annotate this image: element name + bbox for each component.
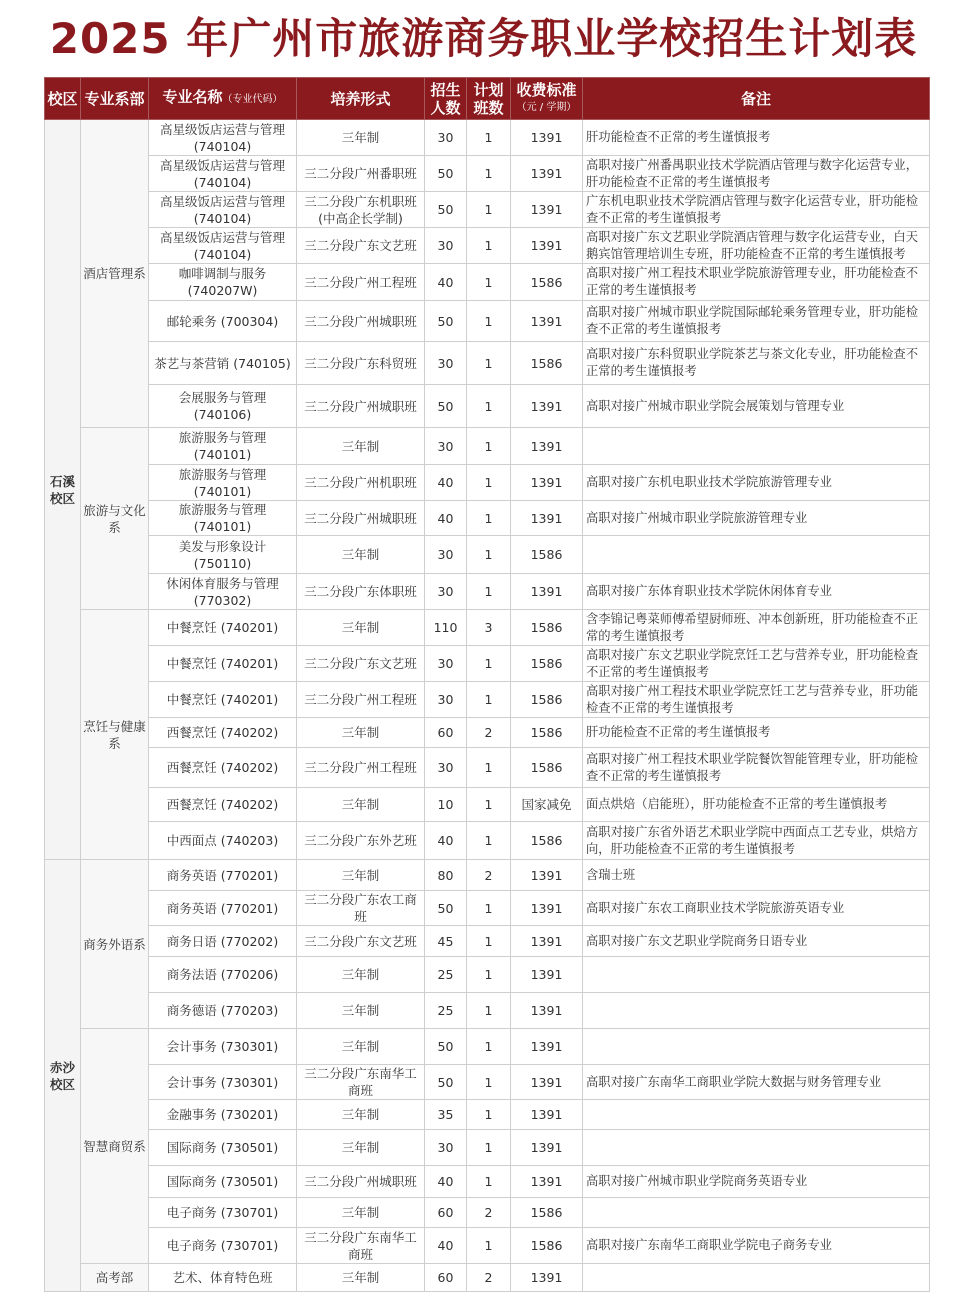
class-count-cell: 1 bbox=[467, 957, 511, 993]
fee-cell: 1586 bbox=[511, 682, 583, 718]
table-row bbox=[45, 385, 930, 428]
table-row bbox=[45, 718, 930, 748]
fee-cell: 1391 bbox=[511, 385, 583, 428]
class-count-cell: 1 bbox=[467, 788, 511, 822]
note-cell bbox=[583, 993, 930, 1029]
fee-cell: 国家减免 bbox=[511, 788, 583, 822]
fee-cell: 1391 bbox=[511, 465, 583, 501]
major-cell: 艺术、体育特色班 bbox=[149, 1264, 297, 1292]
enroll-count-cell: 50 bbox=[425, 156, 467, 192]
note-cell: 高职对接广东机电职业技术学院旅游管理专业 bbox=[583, 465, 930, 501]
note-cell: 高职对接广州城市职业学院商务英语专业 bbox=[583, 1166, 930, 1198]
form-cell: 三二分段广东科贸班 bbox=[297, 342, 425, 385]
form-cell: 三年制 bbox=[297, 1198, 425, 1228]
form-cell: 三年制 bbox=[297, 1029, 425, 1065]
class-count-cell: 1 bbox=[467, 536, 511, 574]
enroll-count-cell: 50 bbox=[425, 192, 467, 228]
enroll-count-cell: 30 bbox=[425, 682, 467, 718]
enroll-count-cell: 40 bbox=[425, 501, 467, 536]
form-cell: 三二分段广州工程班 bbox=[297, 748, 425, 788]
enroll-count-cell: 30 bbox=[425, 228, 467, 264]
enroll-count-cell: 30 bbox=[425, 428, 467, 465]
class-count-cell: 1 bbox=[467, 192, 511, 228]
enroll-count-cell: 60 bbox=[425, 718, 467, 748]
form-cell: 三二分段广东文艺班 bbox=[297, 228, 425, 264]
table-row bbox=[45, 1198, 930, 1228]
class-count-cell: 1 bbox=[467, 120, 511, 156]
table-row bbox=[45, 501, 930, 536]
class-count-cell: 1 bbox=[467, 301, 511, 342]
form-cell: 三年制 bbox=[297, 1264, 425, 1292]
major-cell: 旅游服务与管理 (740101) bbox=[149, 501, 297, 536]
fee-cell: 1391 bbox=[511, 957, 583, 993]
note-cell: 高职对接广东农工商职业技术学院旅游英语专业 bbox=[583, 891, 930, 926]
table-row bbox=[45, 891, 930, 926]
table-row bbox=[45, 822, 930, 860]
major-cell: 金融事务 (730201) bbox=[149, 1100, 297, 1130]
table-row bbox=[45, 1264, 930, 1292]
fee-cell: 1586 bbox=[511, 1228, 583, 1264]
department-cell: 高考部 bbox=[81, 1264, 149, 1292]
class-count-cell: 2 bbox=[467, 860, 511, 891]
fee-cell: 1391 bbox=[511, 1029, 583, 1065]
form-cell: 三二分段广东南华工商班 bbox=[297, 1228, 425, 1264]
fee-cell: 1586 bbox=[511, 822, 583, 860]
note-cell: 肝功能检查不正常的考生谨慎报考 bbox=[583, 718, 930, 748]
major-cell: 中西面点 (740203) bbox=[149, 822, 297, 860]
class-count-cell: 1 bbox=[467, 501, 511, 536]
major-cell: 高星级饭店运营与管理(740104) bbox=[149, 192, 297, 228]
fee-cell: 1391 bbox=[511, 926, 583, 957]
note-cell: 高职对接广东文艺职业学院酒店管理与数字化运营专业，白天鹅宾馆管理培训生专班，肝功能检查不正常的考生谨慎报考 bbox=[583, 228, 930, 264]
major-cell: 中餐烹饪 (740201) bbox=[149, 646, 297, 682]
note-cell bbox=[583, 536, 930, 574]
note-cell: 高职对接广州城市职业学院旅游管理专业 bbox=[583, 501, 930, 536]
note-cell bbox=[583, 1029, 930, 1065]
table-row bbox=[45, 1100, 930, 1130]
major-cell: 茶艺与茶营销 (740105) bbox=[149, 342, 297, 385]
major-cell: 旅游服务与管理 (740101) bbox=[149, 428, 297, 465]
enroll-count-cell: 30 bbox=[425, 342, 467, 385]
fee-cell: 1391 bbox=[511, 120, 583, 156]
note-cell: 高职对接广东省外语艺术职业学院中西面点工艺专业，烘焙方向，肝功能检查不正常的考生谨慎报考 bbox=[583, 822, 930, 860]
class-count-cell: 2 bbox=[467, 1198, 511, 1228]
enroll-count-cell: 30 bbox=[425, 1130, 467, 1166]
table-row bbox=[45, 1065, 930, 1100]
table-row bbox=[45, 465, 930, 501]
table-row bbox=[45, 788, 930, 822]
table-row bbox=[45, 536, 930, 574]
note-cell: 高职对接广州工程技术职业学院旅游管理专业，肝功能检查不正常的考生谨慎报考 bbox=[583, 264, 930, 301]
form-cell: 三年制 bbox=[297, 718, 425, 748]
fee-cell: 1391 bbox=[511, 574, 583, 610]
form-cell: 三年制 bbox=[297, 993, 425, 1029]
class-count-cell: 1 bbox=[467, 574, 511, 610]
table-row bbox=[45, 264, 930, 301]
form-cell: 三二分段广州城职班 bbox=[297, 301, 425, 342]
table-row bbox=[45, 1029, 930, 1065]
major-cell: 西餐烹饪 (740202) bbox=[149, 788, 297, 822]
enroll-count-cell: 80 bbox=[425, 860, 467, 891]
note-cell: 高职对接广东文艺职业学院烹饪工艺与营养专业，肝功能检查不正常的考生谨慎报考 bbox=[583, 646, 930, 682]
class-count-cell: 1 bbox=[467, 926, 511, 957]
class-count-cell: 1 bbox=[467, 1065, 511, 1100]
note-cell bbox=[583, 1100, 930, 1130]
table-row bbox=[45, 860, 930, 891]
enroll-count-cell: 50 bbox=[425, 891, 467, 926]
form-cell: 三二分段广州工程班 bbox=[297, 264, 425, 301]
form-cell: 三二分段广州城职班 bbox=[297, 1166, 425, 1198]
major-cell: 高星级饭店运营与管理(740104) bbox=[149, 156, 297, 192]
form-cell: 三二分段广东体职班 bbox=[297, 574, 425, 610]
fee-cell: 1391 bbox=[511, 428, 583, 465]
fee-cell: 1391 bbox=[511, 192, 583, 228]
form-cell: 三二分段广州城职班 bbox=[297, 385, 425, 428]
enroll-count-cell: 35 bbox=[425, 1100, 467, 1130]
class-count-cell: 1 bbox=[467, 1228, 511, 1264]
note-cell: 高职对接广州番禺职业技术学院酒店管理与数字化运营专业，肝功能检查不正常的考生谨慎报考 bbox=[583, 156, 930, 192]
fee-cell: 1586 bbox=[511, 610, 583, 646]
table-row bbox=[45, 1228, 930, 1264]
fee-cell: 1391 bbox=[511, 228, 583, 264]
enroll-count-cell: 40 bbox=[425, 264, 467, 301]
major-cell: 高星级饭店运营与管理(740104) bbox=[149, 120, 297, 156]
class-count-cell: 1 bbox=[467, 342, 511, 385]
note-cell: 含瑞士班 bbox=[583, 860, 930, 891]
fee-cell: 1391 bbox=[511, 1065, 583, 1100]
major-cell: 中餐烹饪 (740201) bbox=[149, 682, 297, 718]
class-count-cell: 1 bbox=[467, 1130, 511, 1166]
campus-cell: 赤沙校区 bbox=[45, 860, 81, 1292]
table-row bbox=[45, 748, 930, 788]
fee-cell: 1391 bbox=[511, 1100, 583, 1130]
table-row bbox=[45, 192, 930, 228]
enroll-count-cell: 30 bbox=[425, 536, 467, 574]
header-dept: 专业系部 bbox=[81, 78, 149, 120]
form-cell: 三二分段广州城职班 bbox=[297, 501, 425, 536]
table-row bbox=[45, 646, 930, 682]
class-count-cell: 1 bbox=[467, 465, 511, 501]
table-row bbox=[45, 342, 930, 385]
table-row bbox=[45, 610, 930, 646]
enroll-count-cell: 40 bbox=[425, 465, 467, 501]
major-cell: 旅游服务与管理 (740101) bbox=[149, 465, 297, 501]
table-row bbox=[45, 574, 930, 610]
table-row bbox=[45, 1166, 930, 1198]
class-count-cell: 1 bbox=[467, 993, 511, 1029]
major-cell: 会计事务 (730301) bbox=[149, 1065, 297, 1100]
note-cell: 高职对接广东南华工商职业学院大数据与财务管理专业 bbox=[583, 1065, 930, 1100]
class-count-cell: 1 bbox=[467, 385, 511, 428]
major-cell: 咖啡调制与服务(740207W) bbox=[149, 264, 297, 301]
enroll-count-cell: 50 bbox=[425, 1065, 467, 1100]
note-cell bbox=[583, 957, 930, 993]
enroll-count-cell: 25 bbox=[425, 957, 467, 993]
header-major: 专业名称（专业代码） bbox=[149, 78, 297, 120]
table-row bbox=[45, 1130, 930, 1166]
header-campus: 校区 bbox=[45, 78, 81, 120]
note-cell: 广东机电职业技术学院酒店管理与数字化运营专业，肝功能检查不正常的考生谨慎报考 bbox=[583, 192, 930, 228]
form-cell: 三二分段广东文艺班 bbox=[297, 646, 425, 682]
form-cell: 三年制 bbox=[297, 120, 425, 156]
table-row bbox=[45, 428, 930, 465]
fee-cell: 1391 bbox=[511, 1166, 583, 1198]
form-cell: 三二分段广东外艺班 bbox=[297, 822, 425, 860]
table-row bbox=[45, 993, 930, 1029]
major-cell: 邮轮乘务 (700304) bbox=[149, 301, 297, 342]
major-cell: 会计事务 (730301) bbox=[149, 1029, 297, 1065]
table-row bbox=[45, 926, 930, 957]
class-count-cell: 1 bbox=[467, 646, 511, 682]
department-cell: 烹饪与健康系 bbox=[81, 610, 149, 860]
enroll-count-cell: 40 bbox=[425, 1228, 467, 1264]
major-cell: 国际商务 (730501) bbox=[149, 1130, 297, 1166]
form-cell: 三年制 bbox=[297, 788, 425, 822]
note-cell bbox=[583, 428, 930, 465]
table-row bbox=[45, 957, 930, 993]
fee-cell: 1391 bbox=[511, 1264, 583, 1292]
note-cell: 高职对接广东南华工商职业学院电子商务专业 bbox=[583, 1228, 930, 1264]
class-count-cell: 1 bbox=[467, 428, 511, 465]
campus-cell: 石溪校区 bbox=[45, 120, 81, 860]
class-count-cell: 2 bbox=[467, 718, 511, 748]
enroll-count-cell: 50 bbox=[425, 1029, 467, 1065]
class-count-cell: 1 bbox=[467, 1100, 511, 1130]
major-cell: 商务英语 (770201) bbox=[149, 891, 297, 926]
fee-cell: 1391 bbox=[511, 993, 583, 1029]
form-cell: 三年制 bbox=[297, 860, 425, 891]
enroll-count-cell: 30 bbox=[425, 574, 467, 610]
enroll-count-cell: 60 bbox=[425, 1198, 467, 1228]
major-cell: 电子商务 (730701) bbox=[149, 1198, 297, 1228]
note-cell: 高职对接广州城市职业学院会展策划与管理专业 bbox=[583, 385, 930, 428]
note-cell: 高职对接广州工程技术职业学院餐饮智能管理专业，肝功能检查不正常的考生谨慎报考 bbox=[583, 748, 930, 788]
note-cell: 高职对接广东文艺职业学院商务日语专业 bbox=[583, 926, 930, 957]
form-cell: 三二分段广东机职班(中高企长学制) bbox=[297, 192, 425, 228]
note-cell bbox=[583, 1130, 930, 1166]
header-fee: 收费标准 （元 / 学期） bbox=[511, 78, 583, 120]
major-cell: 国际商务 (730501) bbox=[149, 1166, 297, 1198]
major-cell: 会展服务与管理 (740106) bbox=[149, 385, 297, 428]
form-cell: 三年制 bbox=[297, 957, 425, 993]
header-enroll: 招生人数 bbox=[425, 78, 467, 120]
note-cell: 高职对接广州城市职业学院国际邮轮乘务管理专业，肝功能检查不正常的考生谨慎报考 bbox=[583, 301, 930, 342]
class-count-cell: 1 bbox=[467, 156, 511, 192]
class-count-cell: 1 bbox=[467, 1029, 511, 1065]
enroll-count-cell: 50 bbox=[425, 385, 467, 428]
enroll-count-cell: 10 bbox=[425, 788, 467, 822]
enroll-count-cell: 30 bbox=[425, 120, 467, 156]
form-cell: 三二分段广东农工商班 bbox=[297, 891, 425, 926]
enroll-count-cell: 50 bbox=[425, 301, 467, 342]
class-count-cell: 1 bbox=[467, 748, 511, 788]
major-cell: 西餐烹饪 (740202) bbox=[149, 718, 297, 748]
major-cell: 中餐烹饪 (740201) bbox=[149, 610, 297, 646]
note-cell bbox=[583, 1264, 930, 1292]
fee-cell: 1391 bbox=[511, 501, 583, 536]
form-cell: 三年制 bbox=[297, 428, 425, 465]
major-cell: 商务德语 (770203) bbox=[149, 993, 297, 1029]
major-cell: 商务法语 (770206) bbox=[149, 957, 297, 993]
form-cell: 三二分段广东南华工商班 bbox=[297, 1065, 425, 1100]
form-cell: 三年制 bbox=[297, 536, 425, 574]
class-count-cell: 1 bbox=[467, 1166, 511, 1198]
header-form: 培养形式 bbox=[297, 78, 425, 120]
major-cell: 商务英语 (770201) bbox=[149, 860, 297, 891]
note-cell: 高职对接广东科贸职业学院茶艺与茶文化专业，肝功能检查不正常的考生谨慎报考 bbox=[583, 342, 930, 385]
note-cell: 含李锦记粤菜师傅希望厨师班、冲本创新班，肝功能检查不正常的考生谨慎报考 bbox=[583, 610, 930, 646]
fee-cell: 1586 bbox=[511, 264, 583, 301]
class-count-cell: 1 bbox=[467, 682, 511, 718]
department-cell: 旅游与文化系 bbox=[81, 428, 149, 610]
class-count-cell: 1 bbox=[467, 822, 511, 860]
table-row bbox=[45, 682, 930, 718]
fee-cell: 1586 bbox=[511, 748, 583, 788]
enroll-count-cell: 40 bbox=[425, 822, 467, 860]
note-cell: 面点烘焙（启能班），肝功能检查不正常的考生谨慎报考 bbox=[583, 788, 930, 822]
note-cell: 高职对接广州工程技术职业学院烹饪工艺与营养专业，肝功能检查不正常的考生谨慎报考 bbox=[583, 682, 930, 718]
page-title: 2025 年广州市旅游商务职业学校招生计划表 bbox=[49, 14, 918, 63]
major-cell: 美发与形象设计 (750110) bbox=[149, 536, 297, 574]
form-cell: 三年制 bbox=[297, 1130, 425, 1166]
major-cell: 休闲体育服务与管理(770302) bbox=[149, 574, 297, 610]
fee-cell: 1391 bbox=[511, 860, 583, 891]
enroll-count-cell: 40 bbox=[425, 1166, 467, 1198]
major-cell: 高星级饭店运营与管理(740104) bbox=[149, 228, 297, 264]
note-cell: 肝功能检查不正常的考生谨慎报考 bbox=[583, 120, 930, 156]
table-row bbox=[45, 156, 930, 192]
department-cell: 酒店管理系 bbox=[81, 120, 149, 428]
enroll-count-cell: 30 bbox=[425, 748, 467, 788]
note-cell bbox=[583, 1198, 930, 1228]
fee-cell: 1586 bbox=[511, 342, 583, 385]
major-cell: 商务日语 (770202) bbox=[149, 926, 297, 957]
enroll-count-cell: 45 bbox=[425, 926, 467, 957]
major-cell: 西餐烹饪 (740202) bbox=[149, 748, 297, 788]
form-cell: 三二分段广州机职班 bbox=[297, 465, 425, 501]
form-cell: 三二分段广州番职班 bbox=[297, 156, 425, 192]
enrollment-table bbox=[44, 77, 930, 1292]
class-count-cell: 1 bbox=[467, 264, 511, 301]
enroll-count-cell: 60 bbox=[425, 1264, 467, 1292]
fee-cell: 1391 bbox=[511, 1130, 583, 1166]
class-count-cell: 3 bbox=[467, 610, 511, 646]
form-cell: 三二分段广州工程班 bbox=[297, 682, 425, 718]
enroll-count-cell: 30 bbox=[425, 646, 467, 682]
form-cell: 三二分段广东文艺班 bbox=[297, 926, 425, 957]
note-cell: 高职对接广东体育职业技术学院休闲体育专业 bbox=[583, 574, 930, 610]
fee-cell: 1586 bbox=[511, 1198, 583, 1228]
header-classes: 计划班数 bbox=[467, 78, 511, 120]
fee-cell: 1586 bbox=[511, 646, 583, 682]
department-cell: 商务外语系 bbox=[81, 860, 149, 1029]
class-count-cell: 1 bbox=[467, 228, 511, 264]
class-count-cell: 2 bbox=[467, 1264, 511, 1292]
department-cell: 智慧商贸系 bbox=[81, 1029, 149, 1264]
table-row bbox=[45, 301, 930, 342]
enroll-count-cell: 110 bbox=[425, 610, 467, 646]
fee-cell: 1391 bbox=[511, 156, 583, 192]
form-cell: 三年制 bbox=[297, 1100, 425, 1130]
table-row bbox=[45, 120, 930, 156]
fee-cell: 1586 bbox=[511, 718, 583, 748]
fee-cell: 1586 bbox=[511, 536, 583, 574]
table-row bbox=[45, 228, 930, 264]
header-note: 备注 bbox=[583, 78, 930, 120]
enroll-count-cell: 25 bbox=[425, 993, 467, 1029]
major-cell: 电子商务 (730701) bbox=[149, 1228, 297, 1264]
table-header-row bbox=[45, 78, 930, 120]
class-count-cell: 1 bbox=[467, 891, 511, 926]
fee-cell: 1391 bbox=[511, 891, 583, 926]
form-cell: 三年制 bbox=[297, 610, 425, 646]
fee-cell: 1391 bbox=[511, 301, 583, 342]
